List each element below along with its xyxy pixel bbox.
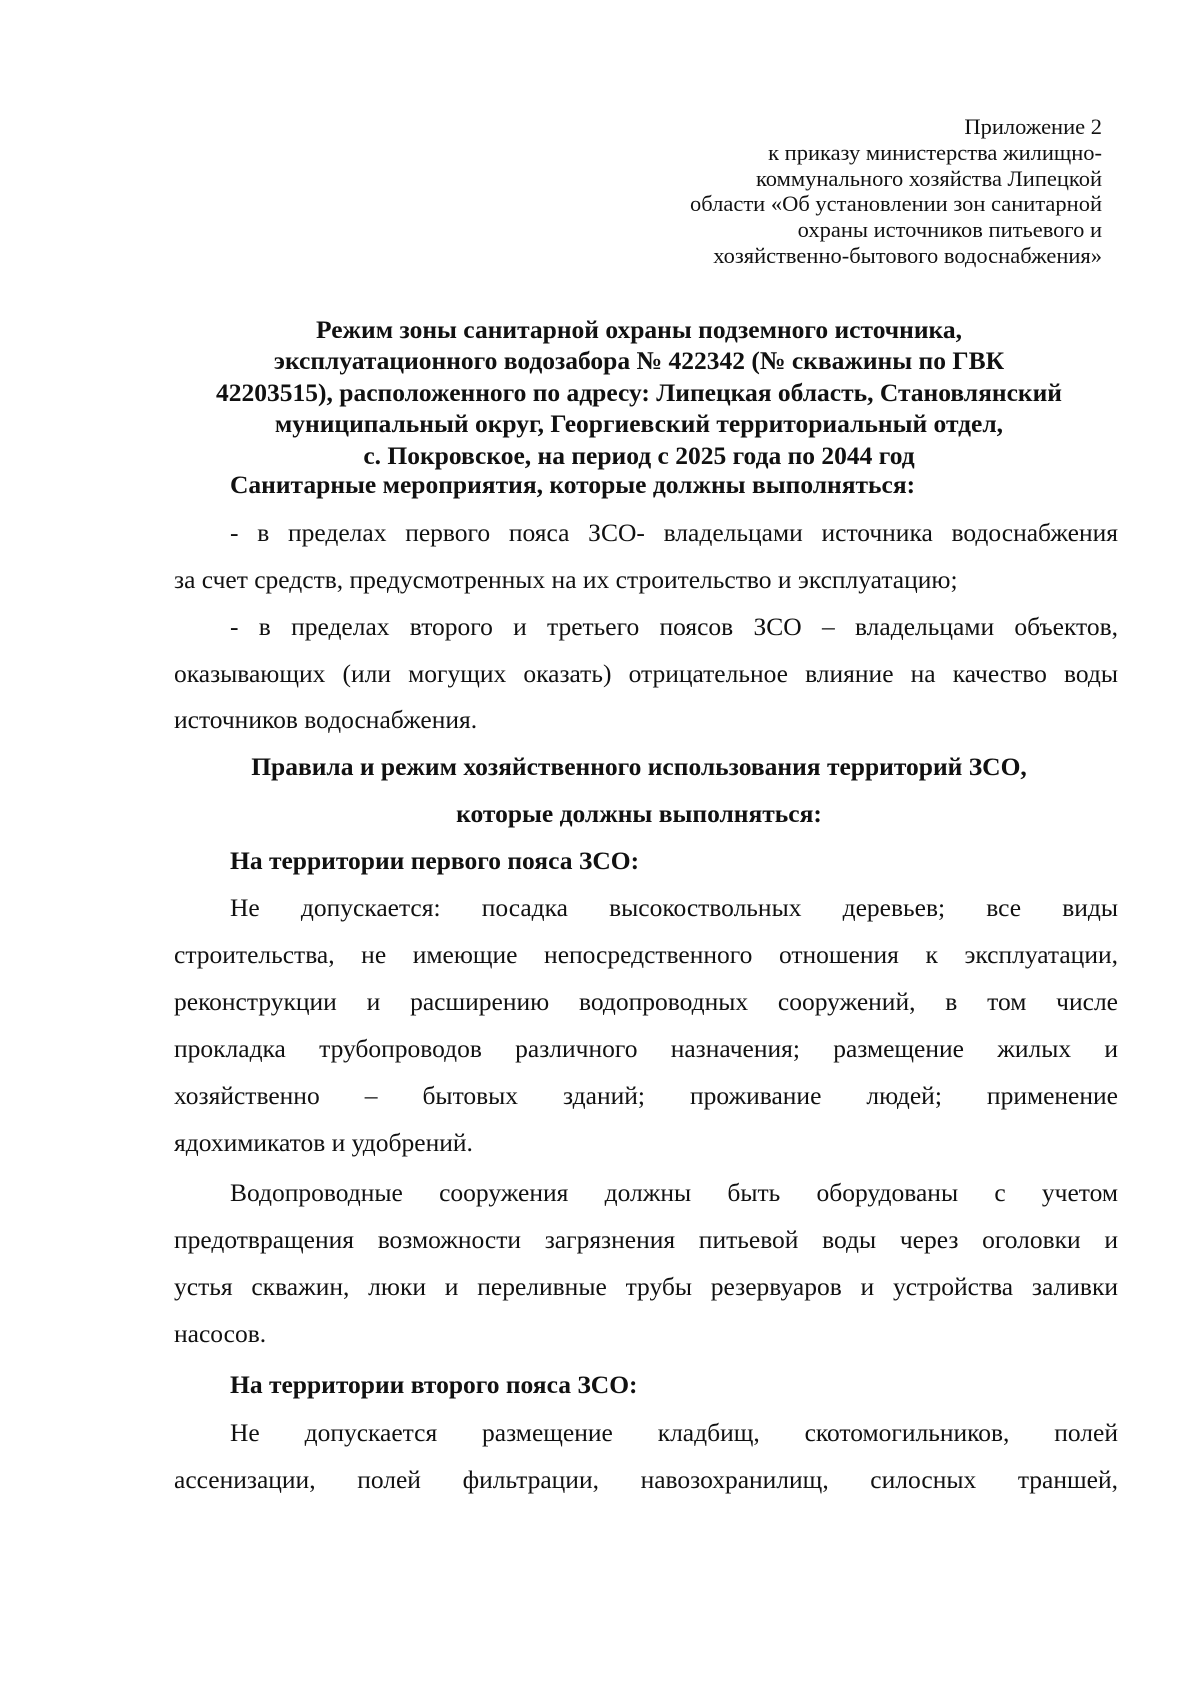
- zone1-heading: На территории первого пояса ЗСО:: [230, 846, 640, 875]
- paragraph-line: хозяйственно – бытовых зданий; проживание людей; применение: [174, 1081, 1118, 1110]
- paragraph-line: ассенизации, полей фильтрации, навозохранилищ, силосных траншей,: [174, 1465, 1118, 1494]
- document-title: [160, 314, 1118, 471]
- paragraph-line: строительства, не имеющие непосредственного отношения к эксплуатации,: [174, 940, 1118, 969]
- appendix-line: области «Об установлении зон санитарной: [690, 191, 1102, 217]
- title-line: Режим зоны санитарной охраны подземного источника,: [316, 315, 962, 344]
- appendix-note: [640, 114, 1102, 269]
- appendix-line: охраны источников питьевого и: [797, 217, 1102, 243]
- paragraph-line: Не допускается: посадка высокоствольных деревьев; все виды: [230, 893, 1118, 922]
- sanitary-heading: Санитарные мероприятия, которые должны выполняться:: [230, 470, 916, 499]
- paragraph-line: оказывающих (или могущих оказать) отрицательное влияние на качество воды: [174, 659, 1118, 688]
- appendix-line: хозяйственно-бытового водоснабжения»: [713, 242, 1102, 268]
- paragraph-line: - в пределах второго и третьего поясов ЗСО – владельцами объектов,: [230, 612, 1118, 641]
- rules-heading-line2: которые должны выполняться:: [456, 799, 822, 828]
- paragraph-line: ядохимикатов и удобрений.: [174, 1128, 473, 1157]
- paragraph-line: прокладка трубопроводов различного назначения; размещение жилых и: [174, 1034, 1118, 1063]
- appendix-line: Приложение 2: [964, 114, 1102, 139]
- title-line: 42203515), расположенного по адресу: Липецкая область, Становлянский: [216, 377, 1062, 407]
- title-line: эксплуатационного водозабора № 422342 (№ скважины по ГВК: [273, 346, 1005, 376]
- paragraph-line: источников водоснабжения.: [174, 705, 478, 734]
- title-line: муниципальный округ, Георгиевский территориальный отдел,: [274, 409, 1004, 439]
- appendix-line: к приказу министерства жилищно-: [768, 139, 1102, 165]
- paragraph-line: - в пределах первого пояса ЗСО- владельцами источника водоснабжения: [230, 518, 1118, 547]
- paragraph-line: Водопроводные сооружения должны быть оборудованы с учетом: [230, 1178, 1118, 1207]
- appendix-line: коммунального хозяйства Липецкой: [755, 165, 1102, 191]
- paragraph-line: предотвращения возможности загрязнения питьевой воды через оголовки и: [174, 1225, 1118, 1254]
- rules-heading: Правила и режим хозяйственного использования территорий ЗСО,: [251, 752, 1027, 781]
- paragraph-line: Не допускается размещение кладбищ, скотомогильников, полей: [230, 1418, 1118, 1447]
- paragraph-line: насосов.: [174, 1319, 267, 1348]
- paragraph-line: реконструкции и расширению водопроводных сооружений, в том числе: [174, 987, 1118, 1016]
- title-line: с. Покровское, на период с 2025 года по 2044 год: [363, 440, 915, 470]
- paragraph-line: устья скважин, люки и переливные трубы резервуаров и устройства заливки: [174, 1272, 1118, 1301]
- zone2-heading: На территории второго пояса ЗСО:: [230, 1370, 638, 1399]
- paragraph-line: за счет средств, предусмотренных на их строительство и эксплуатацию;: [174, 565, 958, 594]
